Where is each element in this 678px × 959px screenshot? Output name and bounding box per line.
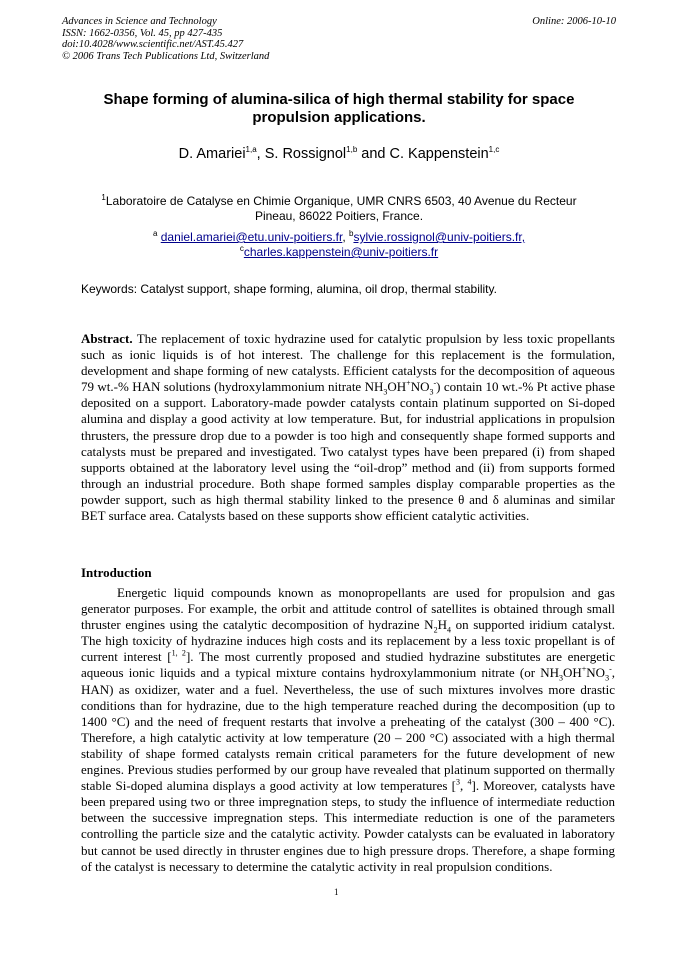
running-header [62,16,616,62]
intro-text: on supported iridium catalyst. The high toxicity of hydrazine induces high costs and its replacement by a less toxic propellant is of current interest [ [81,617,615,665]
affiliation-text: Laboratoire de Catalyse en Chimie Organique, UMR CNRS 6503, 40 Avenue du Recteur Pineau, 86022 Poitiers, France. [105,194,577,223]
copyright-line: © 2006 Trans Tech Publications Ltd, Switzerland [62,50,270,62]
author-emails [62,230,616,260]
issn-line: ISSN: 1662-0356, Vol. 45, pp 427-435 [62,27,223,39]
keywords: Keywords: Catalyst support, shape forming, alumina, oil drop, thermal stability. [81,282,497,296]
citation-ref: 3 [456,777,461,787]
title-line-1: Shape forming of alumina-silica of high thermal stability for space [103,91,575,108]
author-separator: , [256,146,265,162]
formula-sup: - [609,665,612,675]
email-link-c[interactable]: charles.kappenstein@univ-poitiers.fr [243,245,439,259]
doi-line: doi:10.4028/www.scientific.net/AST.45.427 [62,39,244,50]
author-1: D. Amariei [178,146,246,162]
intro-text: Energetic liquid compounds known as monopropellants are used for propulsion and gas generator purposes. For example, the orbit and attitude control of satellites is obtained through small thruster engines using the catalytic decomposition of hydrazine N [81,585,615,633]
formula-part: NO [586,665,606,681]
abstract-paragraph [81,331,615,524]
formula-sup: + [581,665,587,675]
author-3-affil: 1,c [488,145,500,155]
abstract-text-2: ) contain 10 wt.-% Pt active phase deposited on a support. Laboratory-made powder catalysts contain platinum supported on Si-doped alumina and display a good activity at low temperature. But, for industrial applications in propulsion thrusters, the pressure drop due to a powder is too high and consequently shape formed supports and catalysts must be prepared and investigated. Two catalyst types have been prepared (i) from shaped supports obtained at the laboratory level using the “oil-drop” method and (ii) from supports formed through an industrial procedure. Both shape formed samples display comparable properties as the powder support, such as high thermal stability linked to the presence θ and δ aluminas and similar BET surface area. Catalysts based on these supports show efficient catalytic activities. [81,379,615,524]
section-heading-introduction: Introduction [81,565,152,580]
email-line-2 [62,245,616,260]
citation-ref: 1, 2 [171,649,186,659]
author-separator: and [357,146,390,162]
formula-part: OH [387,379,407,395]
introduction-paragraph [81,585,615,875]
formula-part: H [437,617,447,633]
formula-sup: - [433,378,437,388]
intro-text: in real propulsion conditions. [400,858,553,874]
intro-text: , HAN) as oxidizer, water and a fuel. Nevertheless, the use of such mixtures involves more drastic conditions than for hydrazine, due to the high temperature reached during the decomposition (up to 1400 °C) and the need of frequent restarts that involve a preheating of the catalyst (300 – 400 °C). Therefore, a high catalytic activity at low temperature (20 – 200 °C) associated with a high thermal stability of shape formed catalysts remain critical parameters for the future development of new engines. Previous studies performed by our group have revealed that platinum supported on thermally stable Si-doped alumina displays a good activity at low temperatures [ [81,665,615,794]
formula-part: OH [563,665,582,681]
online-date: Online: 2006-10-10 [532,16,616,27]
paper-title [62,91,616,127]
citation-separator: , [460,778,468,794]
email-line-1: $^a$ daniel.amariei@etu.univ-poitiers.fr, $^b$sylvie.rossignol@univ-poitiers.fr, [152,229,526,244]
formula-sub: 3 [605,674,610,684]
email-a-marker: a [152,229,158,238]
citation-ref: 4 [467,777,472,787]
title-line-2: propulsion applications. [252,109,426,126]
email-link-a[interactable]: daniel.amariei@etu.univ-poitiers.fr [160,230,343,244]
affiliation [90,194,588,224]
formula-sub: 2 [433,625,438,635]
formula-sub: 3 [383,387,388,397]
author-3: C. Kappenstein [389,146,489,162]
email-c-marker: c [239,244,244,253]
author-1-affil: 1,a [245,145,257,155]
formula-sub: 4 [446,625,451,635]
intro-text: ]. The most currently proposed and studied hydrazine substitutes are energetic aqueous ionic liquids and a typical mixture contains hydroxylammonium nitrate (or NH [81,649,616,681]
formula-sub: 3 [559,674,563,684]
author-2: S. Rossignol [264,146,347,162]
formula-sup: + [406,378,411,388]
page-number: 1 [334,887,339,897]
author-list [62,146,616,162]
author-2-affil: 1,b [346,145,358,155]
formula-part: NO [410,379,430,395]
formula-sub: 3 [429,387,434,397]
journal-name: Advances in Science and Technology [62,16,217,27]
abstract-text-1: The replacement of toxic hydrazine used for catalytic propulsion by less toxic propellants such as ionic liquids is of hot interest. The challenge for this replacement is the formulation, development and shape forming of new catalysts. Efficient catalysts for the decomposition of aqueous 79 wt.-% HAN solutions (hydroxylammonium nitrate NH [81,331,615,395]
affiliation-marker: 1 [101,193,106,202]
email-link-b[interactable]: sylvie.rossignol@univ-poitiers.fr, [353,230,526,244]
abstract-label: Abstract. [81,331,133,346]
email-b-marker: b [349,229,354,238]
intro-text: ]. Moreover, catalysts have been prepared using two or three impregnation steps, to study the influence of intermediate reduction between the successive impregnation steps. This intermediate reduction is one of the parameters controlling the particle size and the catalytic activity. Powder catalysts can be evaluated in laboratory but cannot be used directly in thruster engines due to high pressure drops. Therefore, a shape forming of the catalyst is necessary to determine the catalytic activity [81,778,616,874]
